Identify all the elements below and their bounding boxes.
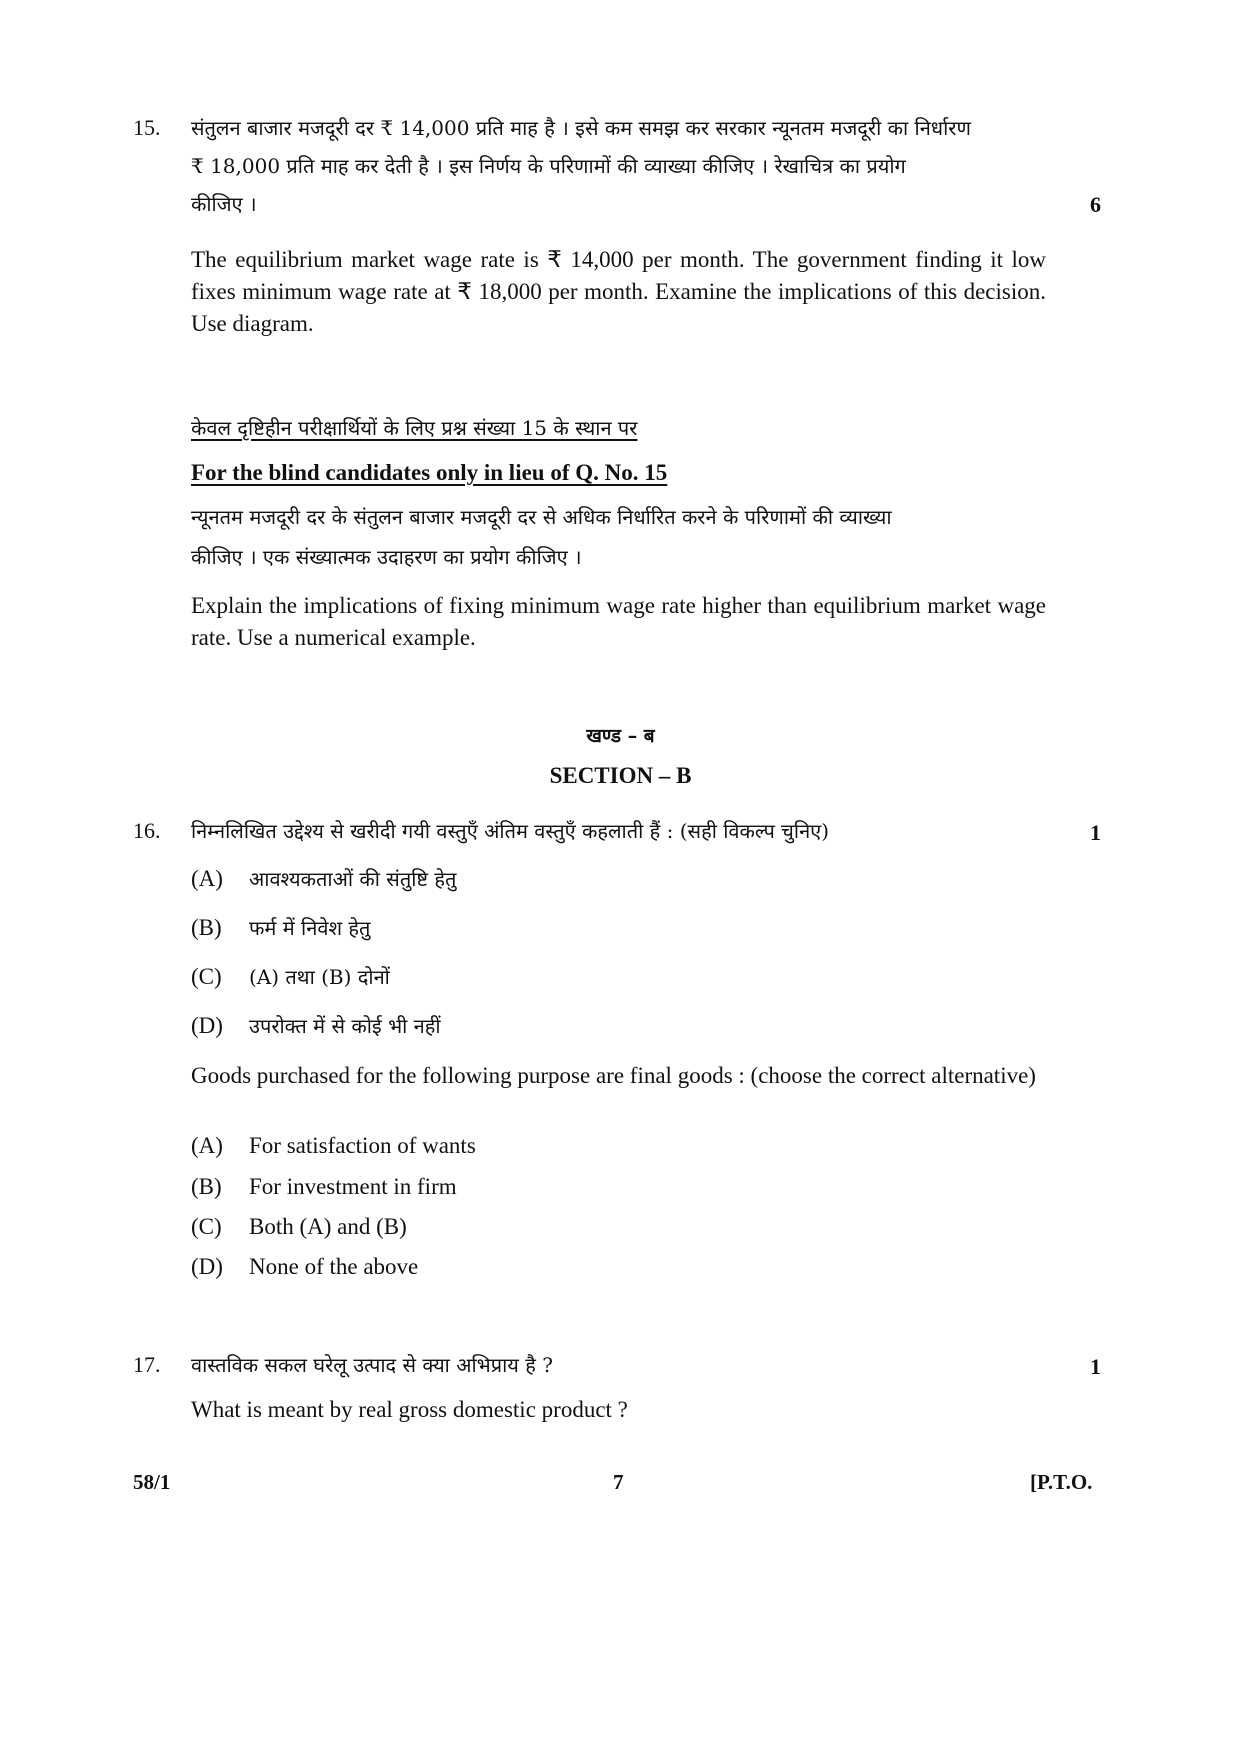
question-16-number: 16.: [133, 818, 161, 843]
question-15-hindi-line-2: ₹ 18,000 प्रति माह कर देती है । इस निर्णय के परिणामों की व्याख्या कीजिए । रेखाचित्र का प्रयोग: [191, 154, 906, 178]
option-letter: (B): [191, 1174, 222, 1199]
hindi-option-a: [191, 865, 456, 892]
question-15-marks: 6: [1090, 192, 1101, 217]
question-15-hindi-line-3: कीजिए ।: [191, 192, 257, 216]
option-letter: (C): [191, 964, 222, 989]
blind-candidates-english-heading: For the blind candidates only in lieu of Q. No. 15: [191, 460, 668, 485]
hindi-option-b: [191, 914, 370, 941]
option-letter: (C): [191, 1214, 222, 1239]
question-16-marks: 1: [1090, 820, 1101, 845]
question-15-hindi-line-1: संतुलन बाजार मजदूरी दर ₹ 14,000 प्रति माह है । इसे कम समझ कर सरकार न्यूनतम मजदूरी का निर्धारण: [191, 116, 971, 140]
option-text: आवश्यकताओं की संतुष्टि हेतु: [249, 867, 457, 891]
english-option-c: [191, 1214, 407, 1240]
option-letter: (A): [191, 1133, 223, 1158]
paper-code: 58/1: [133, 1470, 171, 1494]
question-17-number: 17.: [133, 1352, 161, 1377]
question-17-english: What is meant by real gross domestic product ?: [191, 1397, 628, 1422]
section-heading-hindi: खण्ड – ब: [586, 725, 655, 747]
section-heading-english: SECTION – B: [549, 763, 692, 788]
english-option-a: [191, 1133, 476, 1159]
option-text: For satisfaction of wants: [249, 1133, 476, 1158]
option-text: फर्म में निवेश हेतु: [249, 916, 371, 940]
question-15-english: The equilibrium market wage rate is ₹ 14,000 per month. The government finding it low fixes minimum wage rate at ₹ 18,000 per month. Examine the implications of this decision. Use diagram.: [191, 247, 1046, 336]
option-text: Both (A) and (B): [249, 1214, 407, 1239]
english-option-d: [191, 1254, 418, 1280]
option-text: None of the above: [249, 1254, 419, 1279]
question-17-marks: 1: [1090, 1354, 1101, 1379]
question-17-hindi: वास्तविक सकल घरेलू उत्पाद से क्या अभिप्राय है ?: [191, 1353, 553, 1377]
blind-candidates-hindi-heading: केवल दृष्टिहीन परीक्षार्थियों के लिए प्रश्न संख्या 15 के स्थान पर: [191, 416, 638, 440]
hindi-option-c: [191, 963, 390, 990]
option-text: उपरोक्त में से कोई भी नहीं: [249, 1014, 441, 1038]
option-letter: (B): [191, 915, 222, 940]
blind-candidates-hindi-line-2: कीजिए । एक संख्यात्मक उदाहरण का प्रयोग कीजिए ।: [191, 545, 582, 569]
english-option-b: [191, 1174, 457, 1200]
option-letter: (A): [191, 866, 223, 891]
option-text: (A) तथा (B) दोनों: [249, 965, 390, 989]
blind-candidates-hindi-line-1: न्यूनतम मजदूरी दर के संतुलन बाजार मजदूरी दर से अधिक निर्धारित करने के परिणामों की व्याख्या: [191, 505, 892, 529]
please-turn-over: [P.T.O.: [1030, 1470, 1093, 1494]
question-16-hindi: निम्नलिखित उद्देश्य से खरीदी गयी वस्तुएँ अंतिम वस्तुएँ कहलाती हैं : (सही विकल्प चुनिए): [191, 819, 830, 843]
question-15-number: 15.: [133, 115, 161, 140]
option-letter: (D): [191, 1013, 223, 1038]
page-number: 7: [613, 1470, 624, 1494]
question-16-english: Goods purchased for the following purpose are final goods : (choose the correct alternative): [191, 1063, 1036, 1088]
option-letter: (D): [191, 1254, 223, 1279]
hindi-option-d: [191, 1012, 441, 1039]
blind-candidates-english: Explain the implications of fixing minimum wage rate higher than equilibrium market wage rate. Use a numerical example.: [191, 593, 1046, 650]
option-text: For investment in firm: [249, 1174, 457, 1199]
